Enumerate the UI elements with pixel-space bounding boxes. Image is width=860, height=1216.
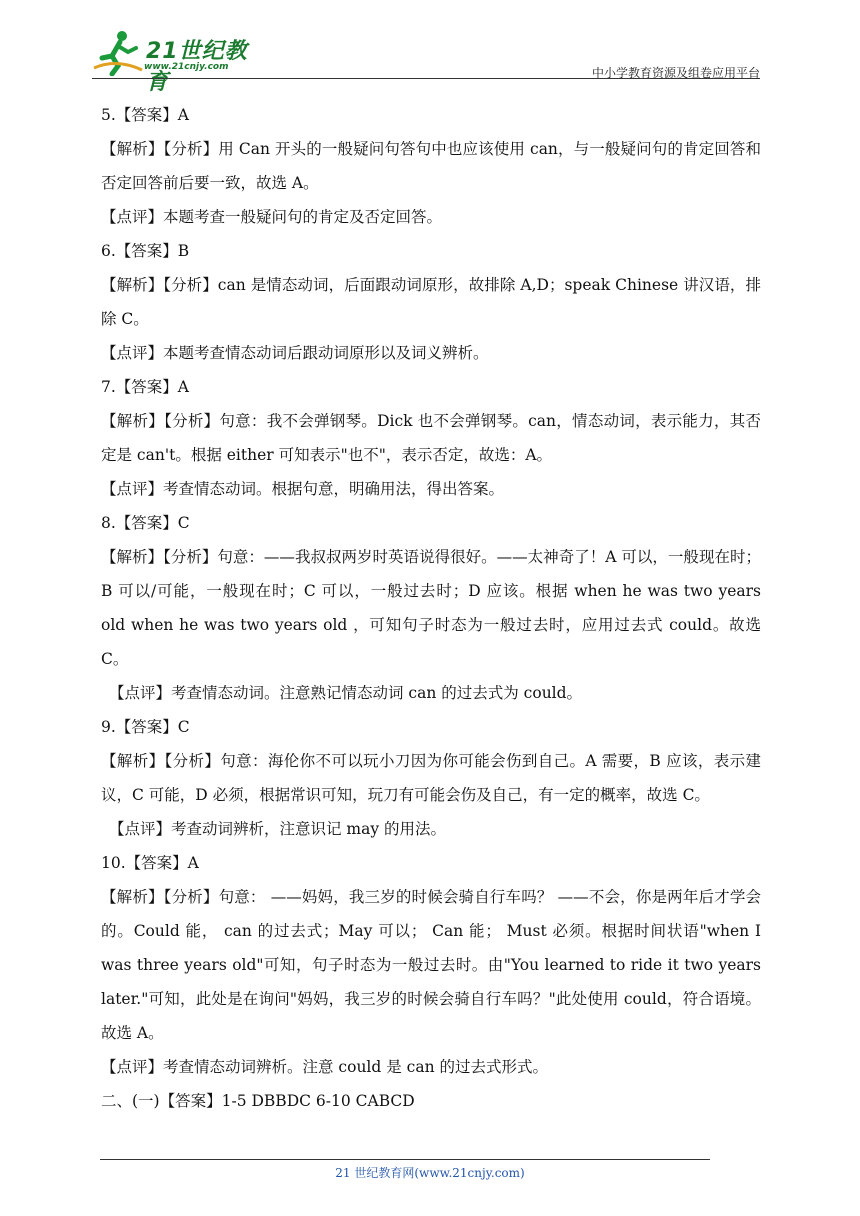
header-divider bbox=[92, 78, 760, 79]
q6-comment: 【点评】本题考查情态动词后跟动词原形以及词义辨析。 bbox=[101, 344, 489, 362]
q7-answer: 7.【答案】A bbox=[101, 378, 189, 396]
logo-url: www.21cnjy.com bbox=[144, 62, 229, 72]
q5-analysis: 【解析】【分析】用 Can 开头的一般疑问句答句中也应该使用 can，与一般疑问句的肯定回答和否定回答前后要一致，故选 A。 bbox=[101, 140, 761, 192]
running-man-icon bbox=[92, 28, 144, 76]
q8-answer: 8.【答案】C bbox=[101, 514, 190, 532]
answer-content bbox=[101, 98, 761, 1118]
page-header bbox=[92, 28, 760, 95]
q9-answer: 9.【答案】C bbox=[101, 718, 190, 736]
header-platform-title: 中小学教育资源及组卷应用平台 bbox=[591, 66, 760, 80]
q6-answer: 6.【答案】B bbox=[101, 242, 190, 260]
section2-answer: 二、(一)【答案】1-5 DBBDC 6-10 CABCD bbox=[101, 1092, 415, 1110]
q8-comment: 【点评】考查情态动词。注意熟记情态动词 can 的过去式为 could。 bbox=[109, 684, 583, 702]
q8-analysis: 【解析】【分析】句意：——我叔叔两岁时英语说得很好。——太神奇了！A 可以，一般现在时；B 可以/可能，一般现在时；C 可以，一般过去时；D 应该。根据 when he was two years old when he was two years old ，可知句子时态为一般过去时，应用过去式 could。故选 C。 bbox=[101, 548, 761, 668]
q10-analysis: 【解析】【分析】句意： ——妈妈，我三岁的时候会骑自行车吗？ ——不会，你是两年后才学会的。Could 能， can 的过去式；May 可以； Can 能； Must 必须。根据时间状语"when I was three years old"可知，句子时态为一般过去时。由"You learned to ride it two years later."可知，此处是在询问"妈妈，我三岁的时候会骑自行车吗？"此处使用 could，符合语境。故选 A。 bbox=[101, 888, 761, 1042]
footer-divider bbox=[100, 1159, 710, 1160]
q5-answer: 5.【答案】A bbox=[101, 106, 189, 124]
q10-answer: 10.【答案】A bbox=[101, 854, 199, 872]
q5-comment: 【点评】本题考查一般疑问句的肯定及否定回答。 bbox=[101, 208, 443, 226]
q7-analysis: 【解析】【分析】句意：我不会弹钢琴。Dick 也不会弹钢琴。can，情态动词，表示能力，其否定是 can't。根据 either 可知表示"也不"，表示否定，故选：A。 bbox=[101, 412, 761, 464]
q7-comment: 【点评】考查情态动词。根据句意，明确用法，得出答案。 bbox=[101, 480, 505, 498]
logo-text: 21世纪教育 bbox=[146, 39, 248, 95]
q9-analysis: 【解析】【分析】句意：海伦你不可以玩小刀因为你可能会伤到自己。A 需要，B 应该，表示建议，C 可能，D 必须，根据常识可知，玩刀有可能会伤及自己，有一定的概率，故选 C。 bbox=[101, 752, 761, 804]
q6-analysis: 【解析】【分析】can 是情态动词，后面跟动词原形，故排除 A,D；speak Chinese 讲汉语，排除 C。 bbox=[101, 276, 761, 328]
q10-comment: 【点评】考查情态动词辨析。注意 could 是 can 的过去式形式。 bbox=[101, 1058, 548, 1076]
site-logo bbox=[92, 28, 262, 95]
page-footer: 21 世纪教育网(www.21cnjy.com) bbox=[335, 1166, 525, 1180]
q9-comment: 【点评】考查动词辨析，注意识记 may 的用法。 bbox=[109, 820, 447, 838]
